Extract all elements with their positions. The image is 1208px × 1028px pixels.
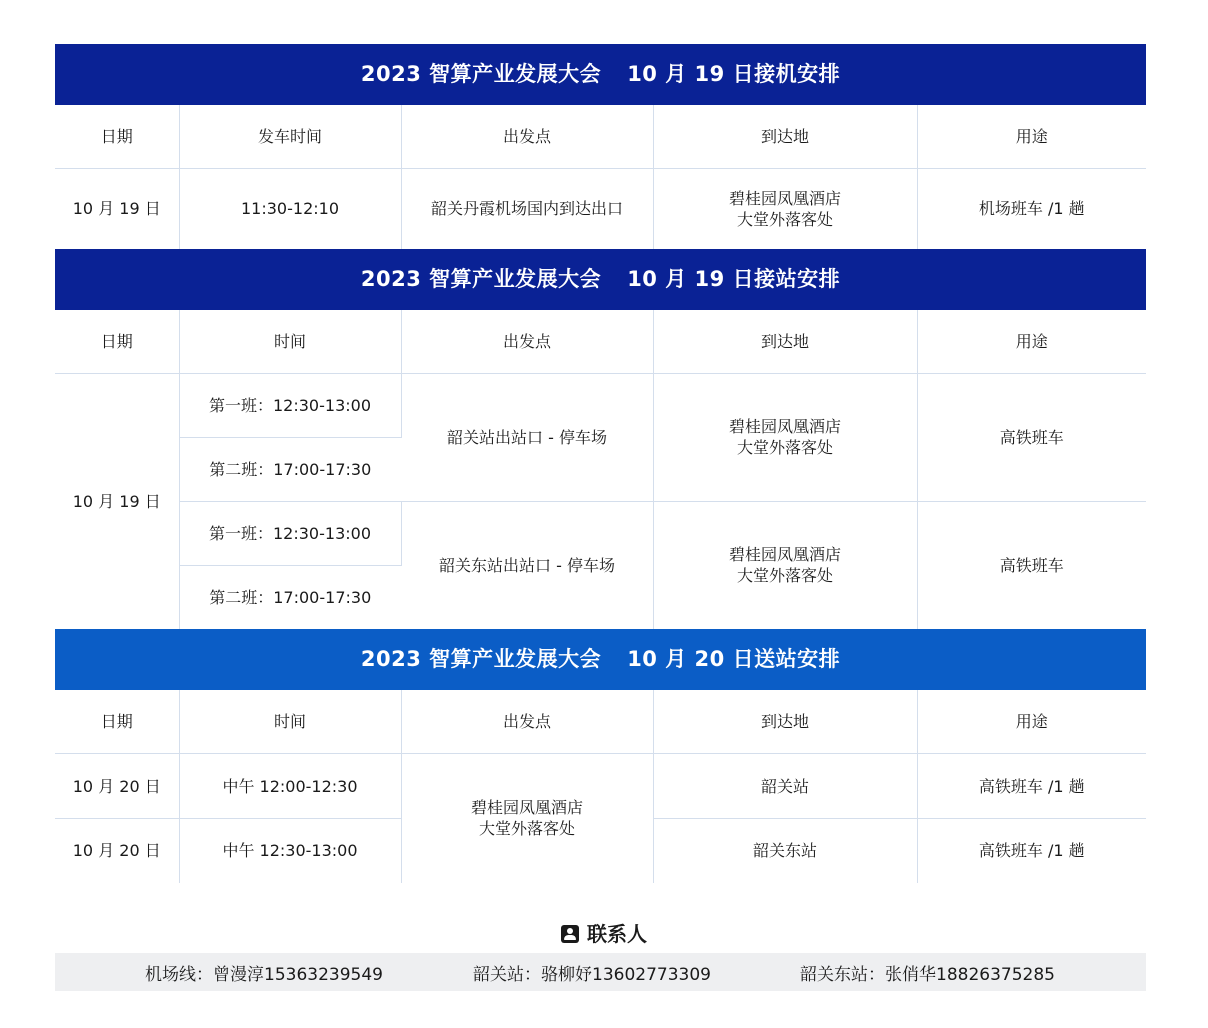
header-row bbox=[55, 105, 1146, 169]
table-row bbox=[55, 754, 1146, 819]
contacts-heading bbox=[0, 922, 1208, 946]
cell-to-line1: 碧桂园凤凰酒店 bbox=[728, 188, 841, 208]
cell-purpose: 高铁班车 bbox=[917, 373, 1146, 501]
cell-to bbox=[653, 169, 917, 249]
cell-from-line1: 碧桂园凤凰酒店 bbox=[470, 798, 583, 818]
cell-to-line2: 大堂外落客处 bbox=[736, 438, 833, 457]
title-event: 2023 智算产业发展大会 bbox=[360, 62, 602, 86]
header-from: 出发点 bbox=[401, 105, 653, 169]
table-row bbox=[55, 373, 1146, 437]
contact-shaoguan-east-station: 韶关东站：张俏华18826375285 bbox=[800, 964, 1055, 985]
contact-card-icon bbox=[561, 925, 579, 943]
header-time: 时间 bbox=[179, 690, 401, 754]
cell-to-line2: 大堂外落客处 bbox=[736, 209, 833, 229]
cell-from: 韶关丹霞机场国内到达出口 bbox=[401, 169, 653, 249]
cell-time: 第二班：17:00-17:30 bbox=[179, 437, 401, 501]
title-event: 2023 智算产业发展大会 bbox=[360, 647, 602, 671]
contacts-bar bbox=[55, 953, 1146, 991]
contact-airport-line: 机场线：曾漫淳15363239549 bbox=[145, 964, 383, 985]
header-date: 日期 bbox=[55, 105, 179, 169]
header-row bbox=[55, 310, 1146, 374]
header-purpose: 用途 bbox=[917, 310, 1146, 374]
cell-date: 10 月 19 日 bbox=[55, 169, 179, 249]
header-to: 到达地 bbox=[653, 690, 917, 754]
table-row bbox=[55, 501, 1146, 565]
header-from: 出发点 bbox=[401, 690, 653, 754]
table-row bbox=[55, 169, 1146, 249]
section-title-station-dropoff bbox=[55, 629, 1146, 690]
cell-to bbox=[653, 373, 917, 501]
cell-from: 韶关站出站口 - 停车场 bbox=[401, 373, 653, 501]
cell-purpose: 高铁班车 /1 趟 bbox=[978, 841, 1085, 861]
header-to: 到达地 bbox=[653, 310, 917, 374]
cell-from-line2: 大堂外落客处 bbox=[478, 819, 575, 839]
section-title-airport-pickup bbox=[55, 44, 1146, 105]
title-schedule: 10 月 19 日接站安排 bbox=[627, 266, 841, 291]
schedule-table bbox=[55, 44, 1146, 883]
cell-date: 10 月 20 日 bbox=[55, 819, 179, 883]
cell-to bbox=[653, 501, 917, 629]
cell-time: 中午 12:30-13:00 bbox=[179, 819, 401, 883]
cell-purpose: 机场班车 /1 趟 bbox=[978, 199, 1085, 219]
header-purpose: 用途 bbox=[917, 690, 1146, 754]
cell-to-line1: 碧桂园凤凰酒店 bbox=[728, 417, 841, 436]
header-date: 日期 bbox=[55, 690, 179, 754]
cell-time: 第二班：17:00-17:30 bbox=[209, 587, 372, 607]
cell-to: 韶关东站 bbox=[653, 819, 917, 883]
title-event: 2023 智算产业发展大会 bbox=[360, 266, 602, 291]
header-purpose: 用途 bbox=[917, 105, 1146, 169]
schedule-tables bbox=[55, 44, 1146, 883]
title-schedule: 10 月 19 日接机安排 bbox=[627, 62, 841, 86]
header-time: 时间 bbox=[179, 310, 401, 374]
header-date: 日期 bbox=[55, 310, 179, 374]
header-from: 出发点 bbox=[401, 310, 653, 374]
contact-shaoguan-station: 韶关站：骆柳妤13602773309 bbox=[473, 964, 711, 985]
cell-time: 中午 12:00-12:30 bbox=[179, 754, 401, 819]
cell-to-line1: 碧桂园凤凰酒店 bbox=[728, 545, 841, 565]
contacts-title: 联系人 bbox=[587, 922, 647, 946]
section-title-station-pickup bbox=[55, 249, 1146, 310]
cell-time: 11:30-12:10 bbox=[179, 169, 401, 249]
title-schedule: 10 月 20 日送站安排 bbox=[627, 647, 841, 671]
cell-to-line2: 大堂外落客处 bbox=[736, 566, 833, 586]
cell-purpose: 高铁班车 bbox=[999, 555, 1064, 575]
cell-from: 韶关东站出站口 - 停车场 bbox=[401, 501, 653, 629]
cell-time: 第一班：12:30-13:00 bbox=[179, 501, 401, 565]
header-to: 到达地 bbox=[653, 105, 917, 169]
cell-date: 10 月 20 日 bbox=[55, 754, 179, 819]
cell-date: 10 月 19 日 bbox=[55, 373, 179, 629]
header-time: 发车时间 bbox=[179, 105, 401, 169]
header-row bbox=[55, 690, 1146, 754]
cell-time: 第一班：12:30-13:00 bbox=[179, 373, 401, 437]
cell-from bbox=[401, 754, 653, 883]
cell-purpose: 高铁班车 /1 趟 bbox=[917, 754, 1146, 819]
cell-to: 韶关站 bbox=[653, 754, 917, 819]
